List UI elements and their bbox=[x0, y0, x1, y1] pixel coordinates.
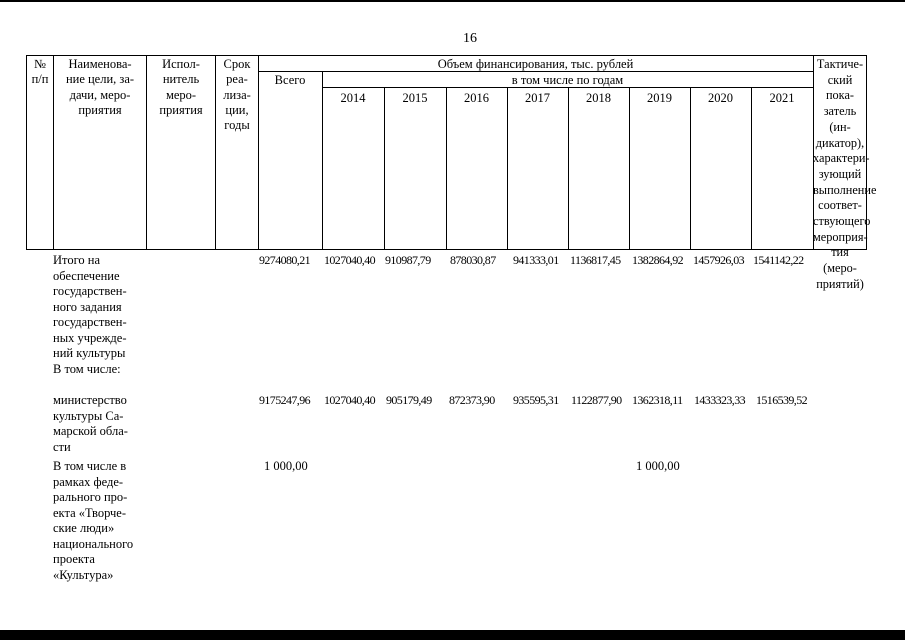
bottom-border-line bbox=[0, 630, 905, 640]
header-year: 2018 bbox=[586, 91, 611, 105]
header-indicator: Тактиче- ский пока- затель (ин- дикатор), характери- зующий выполнение соответ- ствующего мероприя- тия (меро- приятий) bbox=[813, 57, 877, 291]
header-year: 2014 bbox=[340, 91, 366, 105]
row-value: 905179,49 bbox=[386, 393, 432, 407]
header-executor: Испол- нитель меро- приятия bbox=[159, 57, 203, 117]
row-value: 872373,90 bbox=[449, 393, 495, 407]
header-name: Наименова- ние цели, за- дачи, меро- приятия bbox=[65, 57, 135, 117]
header-num: № п/п bbox=[31, 57, 49, 87]
row-value: 1382864,92 bbox=[632, 253, 684, 267]
header-year: 2015 bbox=[402, 91, 428, 105]
row-value: 1433323,33 bbox=[694, 393, 746, 407]
row-name: В том числе в рамках феде- рального про- екта «Творче- ские люди» национального проекта «Культура» bbox=[53, 459, 134, 582]
row-value: 935595,31 bbox=[513, 393, 559, 407]
header-year: 2016 bbox=[464, 91, 489, 105]
page-number: 16 bbox=[463, 31, 477, 46]
header-year: 2019 bbox=[647, 91, 672, 105]
header-year: 2020 bbox=[708, 91, 733, 105]
row-value: 941333,01 bbox=[513, 253, 559, 267]
row-total: 9175247,96 bbox=[259, 393, 311, 407]
row-value: 910987,79 bbox=[385, 253, 431, 267]
header-year: 2021 bbox=[769, 91, 795, 105]
row-total: 1 000,00 bbox=[264, 459, 308, 473]
header-total: Всего bbox=[274, 73, 306, 87]
header-funding: Объем финансирования, тыс. рублей bbox=[437, 57, 634, 71]
row-value: 1516539,52 bbox=[756, 393, 808, 407]
row-value: 1136817,45 bbox=[570, 253, 621, 267]
row-value: 878030,87 bbox=[450, 253, 496, 267]
row-name: министерство культуры Са- марской обла- сти bbox=[53, 393, 128, 454]
row-value: 1027040,40 bbox=[324, 253, 376, 267]
row-value: 1362318,11 bbox=[632, 393, 683, 407]
header-year: 2017 bbox=[525, 91, 550, 105]
header-term: Срок реа- лиза- ции, годы bbox=[223, 57, 251, 133]
row-value: 1457926,03 bbox=[693, 253, 745, 267]
row-value: 1 000,00 bbox=[636, 459, 680, 473]
row-total: 9274080,21 bbox=[259, 253, 311, 267]
row-value: 1122877,90 bbox=[571, 393, 622, 407]
row-name: Итого на обеспечение государствен- ного задания государствен- ных учрежде- ний культуры В том числе: bbox=[53, 253, 127, 376]
row-value: 1027040,40 bbox=[324, 393, 376, 407]
header-by-years: в том числе по годам bbox=[511, 73, 624, 87]
row-value: 1541142,22 bbox=[753, 253, 804, 267]
